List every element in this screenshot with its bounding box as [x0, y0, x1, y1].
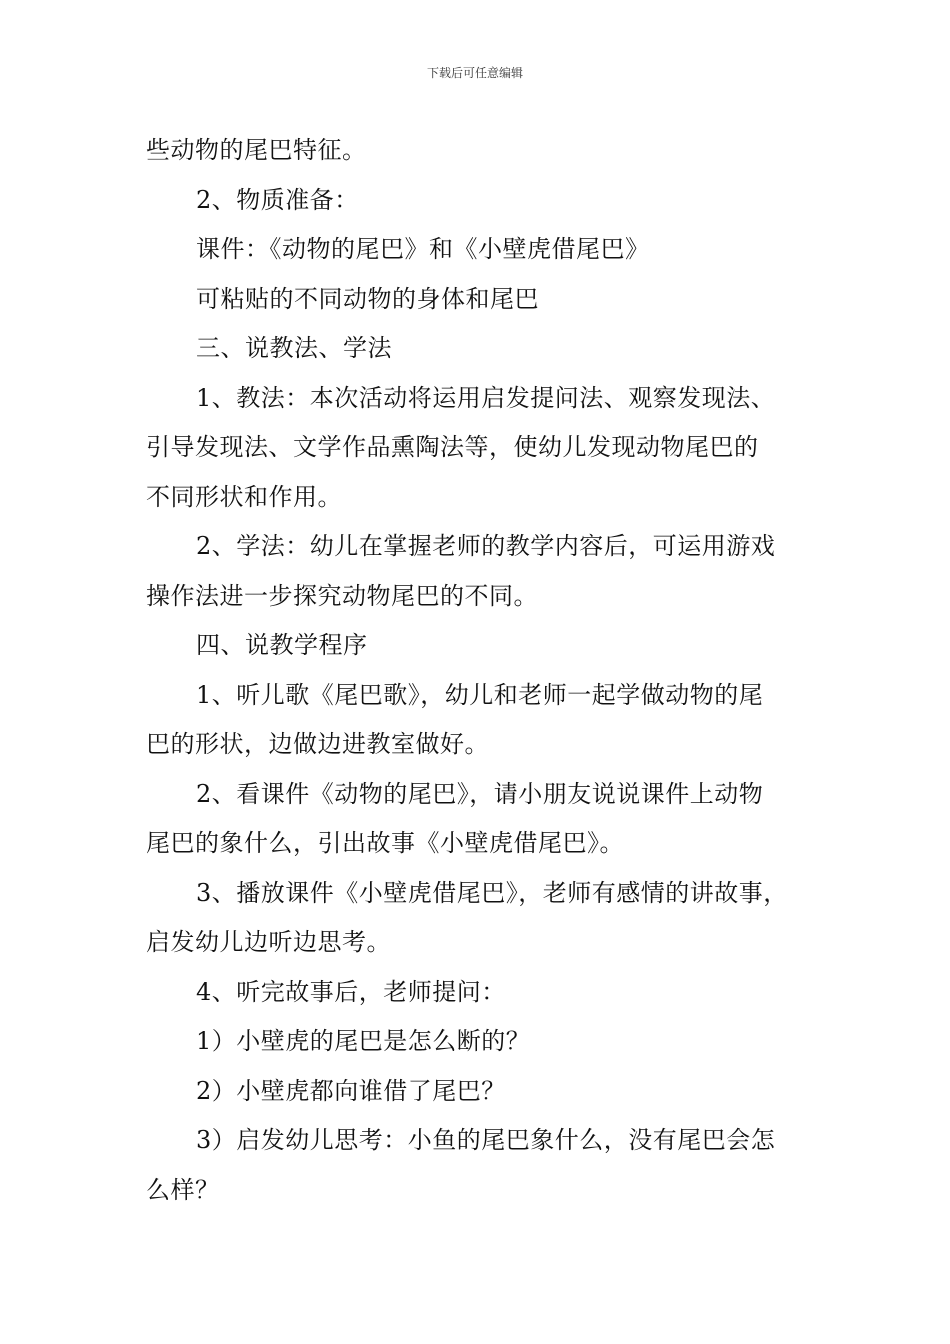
list-item: 2）小壁虎都向谁借了尾巴？ [196, 1076, 506, 1105]
section-heading: 四、说教学程序 [196, 631, 368, 659]
list-item: 3）启发幼儿思考：小鱼的尾巴象什么，没有尾巴会怎 [196, 1126, 776, 1154]
text-line: 课件：《动物的尾巴》和《小壁虎借尾巴》 [196, 235, 650, 263]
text-line: 3、播放课件《小壁虎借尾巴》，老师有感情的讲故事， [196, 878, 788, 907]
list-item: 1）小壁虎的尾巴是怎么断的？ [196, 1027, 531, 1055]
page-header: 下载后可任意编辑 [426, 66, 523, 80]
text-line: 不同形状和作用。 [146, 482, 342, 511]
text-line: 些动物的尾巴特征。 [146, 136, 367, 164]
text-line: 2、学法：幼儿在掌握老师的教学内容后，可运用游戏 [196, 532, 776, 560]
text-line: 1、教法：本次活动将运用启发提问法、观察发现法、 [196, 383, 776, 412]
text-line: 可粘贴的不同动物的身体和尾巴 [196, 284, 539, 313]
text-line: 2、物质准备： [196, 185, 359, 214]
section-heading: 三、说教法、学法 [196, 334, 392, 362]
text-line: 4、听完故事后，老师提问： [196, 977, 506, 1006]
text-line: 2、看课件《动物的尾巴》，请小朋友说说课件上动物 [196, 779, 764, 808]
text-line: 启发幼儿边听边思考。 [146, 928, 391, 956]
text-line: 操作法进一步探究动物尾巴的不同。 [146, 581, 538, 610]
document-body [146, 126, 826, 1215]
text-line: 引导发现法、文学作品熏陶法等，使幼儿发现动物尾巴的 [146, 433, 759, 461]
text-line: 1、听儿歌《尾巴歌》，幼儿和老师一起学做动物的尾 [196, 680, 764, 709]
text-line: 么样？ [146, 1175, 220, 1204]
text-line: 尾巴的象什么，引出故事《小壁虎借尾巴》。 [146, 829, 624, 857]
text-line: 巴的形状，边做边进教室做好。 [146, 730, 489, 758]
